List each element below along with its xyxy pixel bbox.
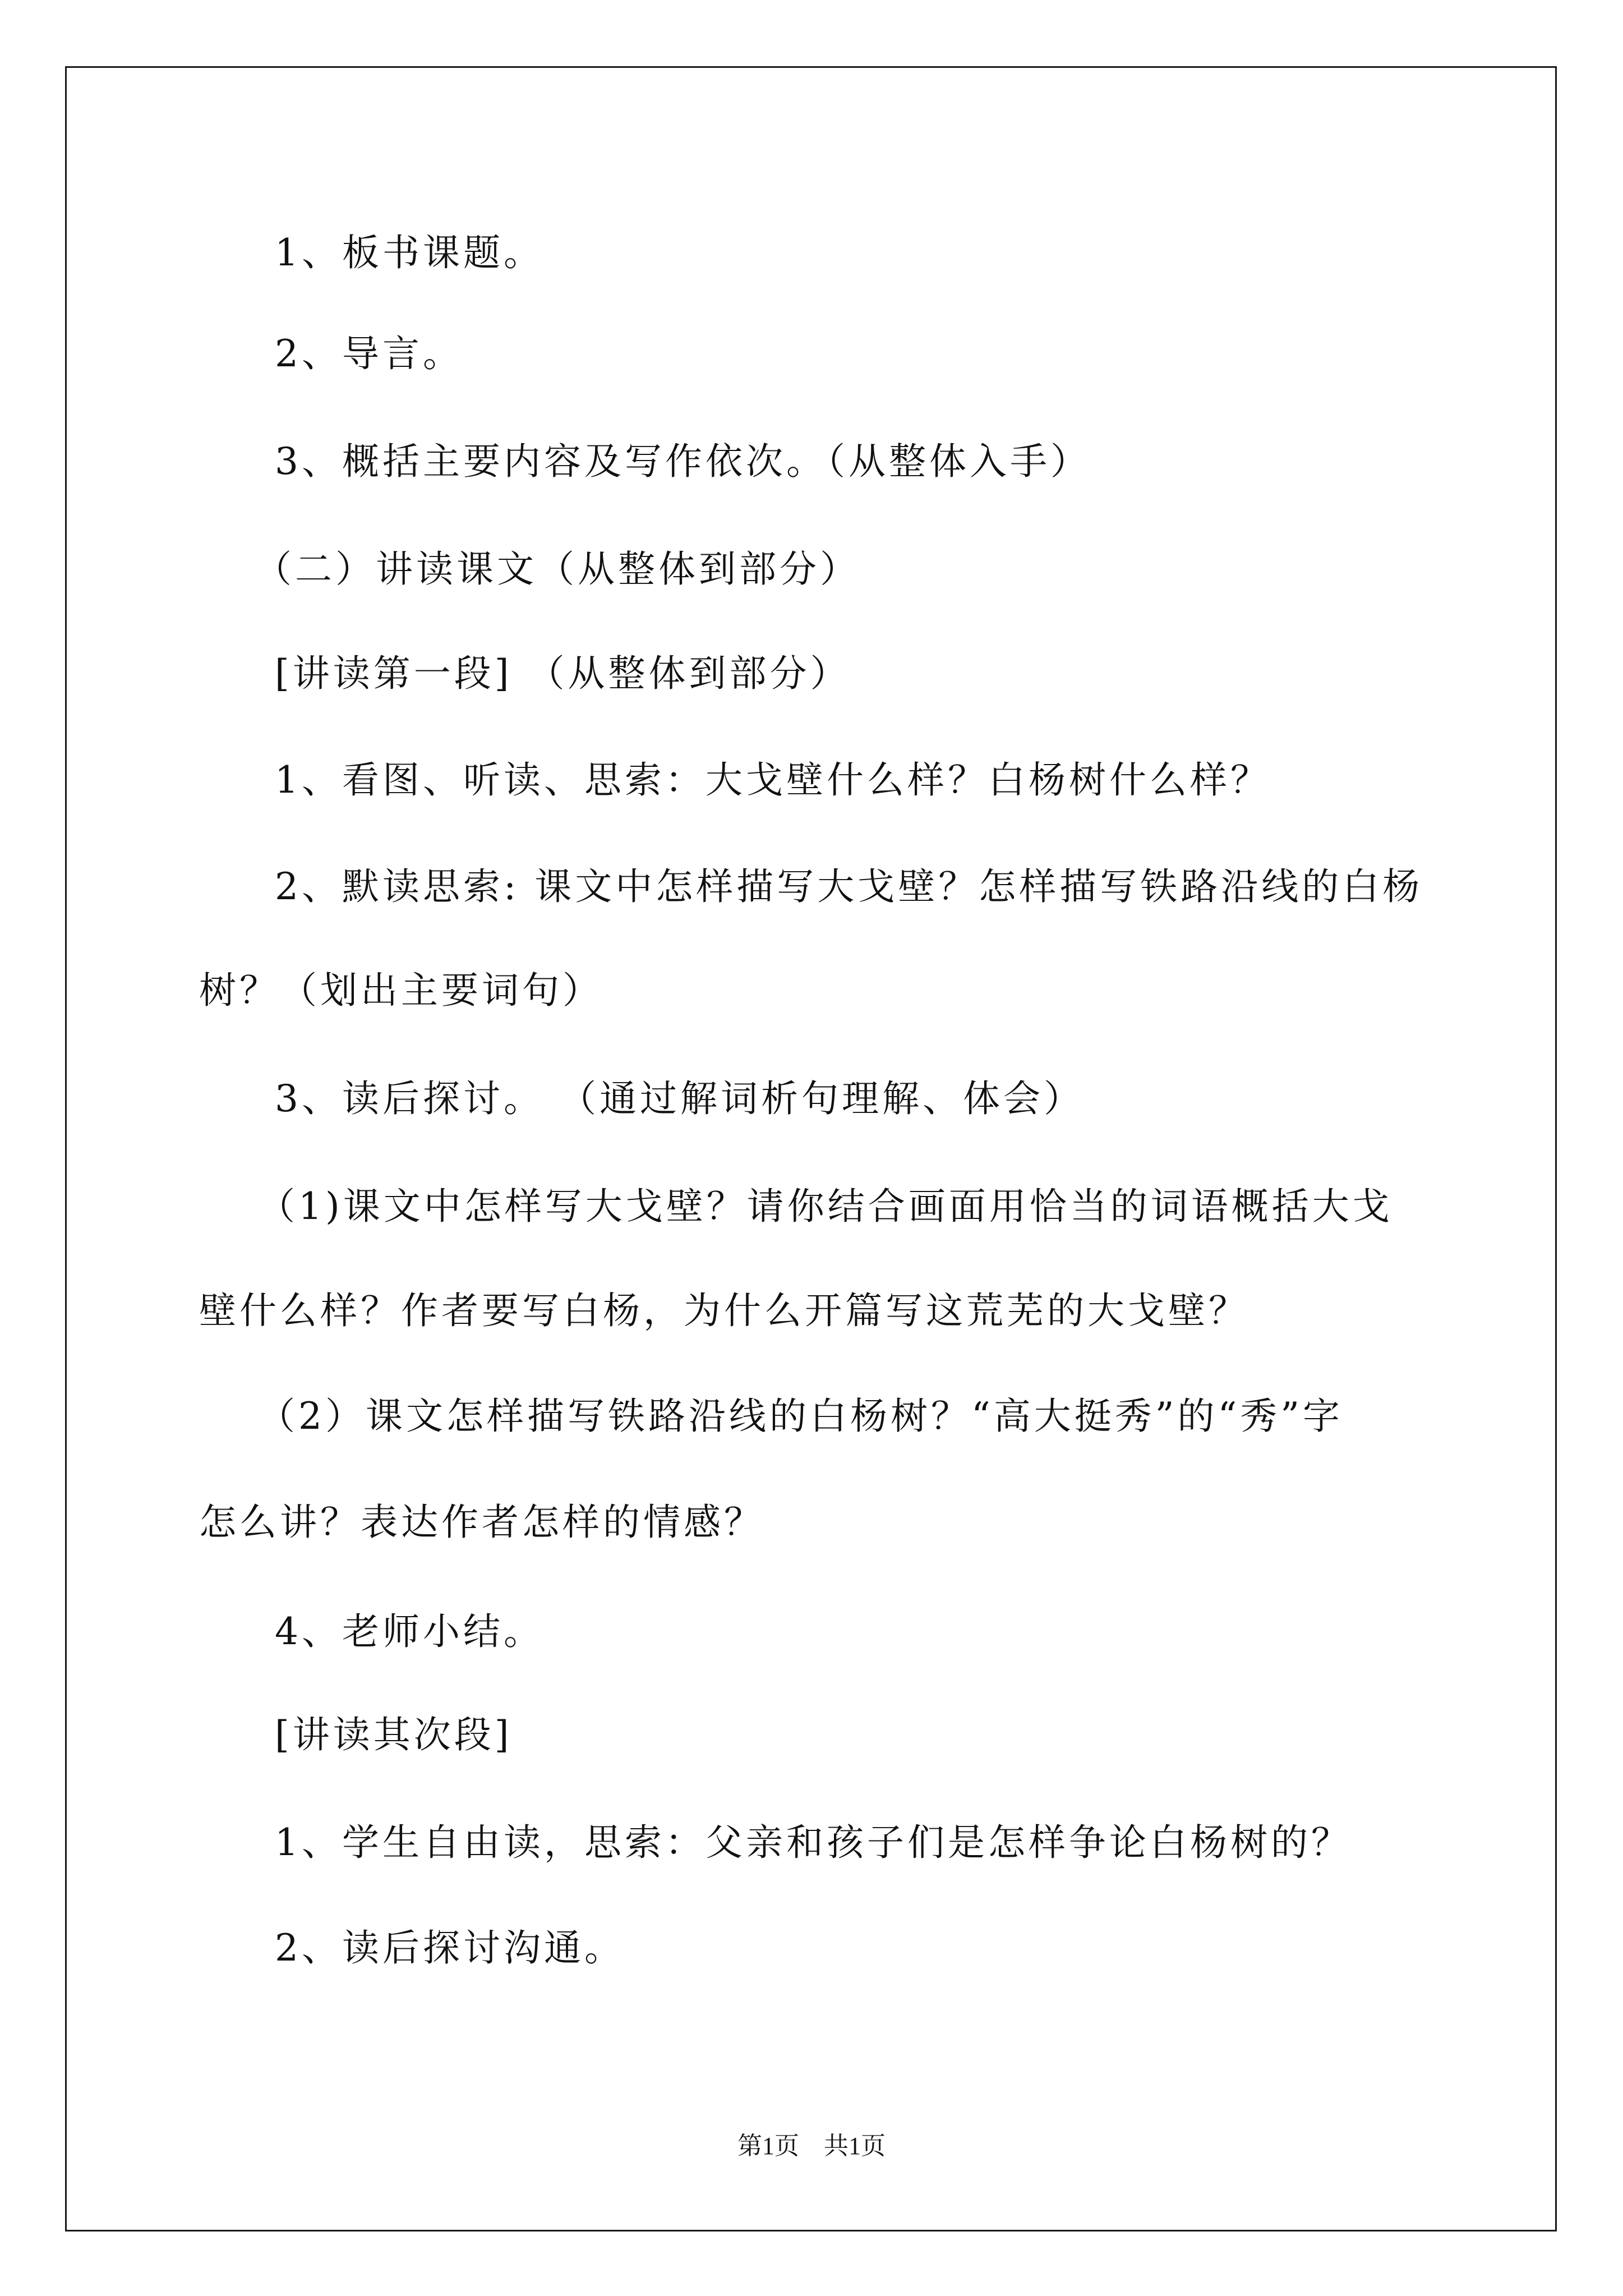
paragraph-11: 2、读后探讨沟通。 — [275, 1926, 625, 1970]
subsection-heading-1: [讲读第一段] （从整体到部分） — [275, 652, 851, 695]
page-border — [65, 66, 1557, 2231]
paragraph-2: 2、导言。 — [275, 332, 463, 375]
paragraph-6: 3、读后探讨。 （通过解词析句理解、体会） — [275, 1077, 1084, 1120]
paragraph-7-continued: 壁什么样？作者要写白杨，为什么开篇写这荒芜的大戈壁？ — [199, 1289, 1249, 1332]
paragraph-8: （2）课文怎样描写铁路沿线的白杨树？“高大挺秀”的“秀”字 — [258, 1395, 1343, 1438]
paragraph-4: 1、看图、听读、思索：大戈壁什么样？白杨树什么样？ — [275, 758, 1271, 802]
paragraph-5-continued: 树？（划出主要词句） — [199, 969, 603, 1012]
page-footer: 第1页 共1页 — [737, 2132, 886, 2160]
section-heading: （二）讲读课文（从整体到部分） — [255, 547, 860, 591]
subsection-heading-2: [讲读其次段] — [275, 1713, 513, 1756]
paragraph-10: 1、学生自由读，思索：父亲和孩子们是怎样争论白杨树的？ — [275, 1821, 1352, 1864]
paragraph-3: 3、概括主要内容及写作依次。（从整体入手） — [275, 440, 1091, 483]
paragraph-7: （1)课文中怎样写大戈壁？请你结合画面用恰当的词语概括大戈 — [258, 1185, 1393, 1228]
paragraph-8-continued: 怎么讲？表达作者怎样的情感？ — [199, 1501, 764, 1544]
paragraph-5: 2、默读思索: 课文中怎样描写大戈壁？怎样描写铁路沿线的白杨 — [275, 865, 1423, 908]
paragraph-9: 4、老师小结。 — [275, 1610, 544, 1653]
paragraph-1: 1、板书课题。 — [275, 231, 544, 274]
